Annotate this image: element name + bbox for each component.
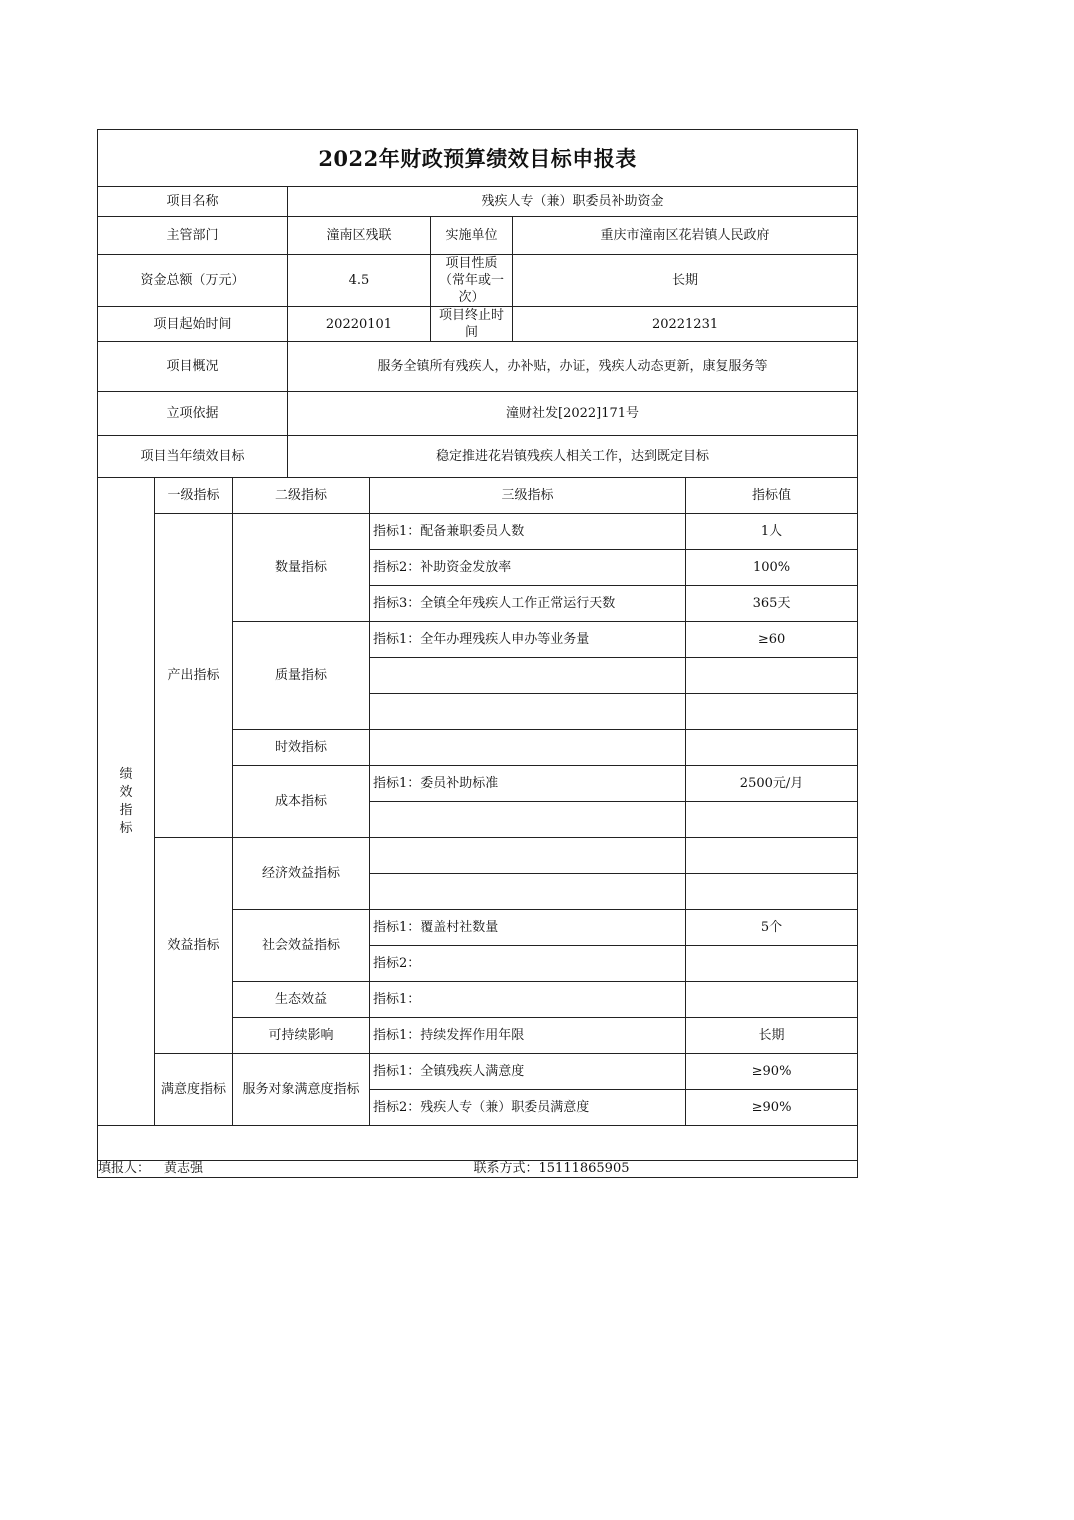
header-level3: 三级指标 xyxy=(370,478,686,514)
service-satisfaction-label: 服务对象满意度指标 xyxy=(233,1054,370,1126)
header-value: 指标值 xyxy=(686,478,858,514)
empty-cell xyxy=(686,874,858,910)
empty-cell xyxy=(370,730,686,766)
nature-value: 长期 xyxy=(513,255,858,307)
empty-cell xyxy=(370,658,686,694)
basis-label: 立项依据 xyxy=(98,392,288,436)
header-level1: 一级指标 xyxy=(155,478,233,514)
contact-label: 联系方式： xyxy=(473,1161,539,1176)
quantity-indicator-label: 数量指标 xyxy=(233,514,370,622)
filler-label: 填报人： xyxy=(98,1161,151,1176)
ecology-indicator-label: 生态效益 xyxy=(233,982,370,1018)
filler-cell xyxy=(98,1161,370,1178)
start-value: 20220101 xyxy=(288,307,431,342)
indicator-name: 指标1：全年办理残疾人申办等业务量 xyxy=(370,622,686,658)
indicator-value: 长期 xyxy=(686,1018,858,1054)
project-name-label: 项目名称 xyxy=(98,187,288,217)
indicator-value: 2500元/月 xyxy=(686,766,858,802)
cost-indicator-label: 成本指标 xyxy=(233,766,370,838)
side-char: 绩 xyxy=(119,766,133,782)
overview-value: 服务全镇所有残疾人，办补贴，办证，残疾人动态更新，康复服务等 xyxy=(288,342,858,392)
fund-value: 4.5 xyxy=(288,255,431,307)
basis-value: 潼财社发[2022]171号 xyxy=(288,392,858,436)
dept-label: 主管部门 xyxy=(98,217,288,255)
end-value: 20221231 xyxy=(513,307,858,342)
empty-cell xyxy=(686,802,858,838)
impl-value: 重庆市潼南区花岩镇人民政府 xyxy=(513,217,858,255)
empty-cell xyxy=(686,694,858,730)
sustain-indicator-label: 可持续影响 xyxy=(233,1018,370,1054)
indicator-name: 指标2： xyxy=(370,946,686,982)
form-title: 2022年财政预算绩效目标申报表 xyxy=(98,130,858,187)
project-name-value: 残疾人专（兼）职委员补助资金 xyxy=(288,187,858,217)
empty-cell xyxy=(370,802,686,838)
indicator-name: 指标1：覆盖村社数量 xyxy=(370,910,686,946)
satisfaction-indicator-label: 满意度指标 xyxy=(155,1054,233,1126)
indicator-value: ≥60 xyxy=(686,622,858,658)
side-char: 指 xyxy=(119,802,133,818)
benefit-indicator-label: 效益指标 xyxy=(155,838,233,1054)
indicator-name: 指标2：残疾人专（兼）职委员满意度 xyxy=(370,1090,686,1126)
contact-value: 15111865905 xyxy=(538,1161,630,1176)
indicator-name: 指标1：委员补助标准 xyxy=(370,766,686,802)
indicator-name: 指标3：全镇全年残疾人工作正常运行天数 xyxy=(370,586,686,622)
indicator-value: 1人 xyxy=(686,514,858,550)
indicator-name: 指标2：补助资金发放率 xyxy=(370,550,686,586)
empty-cell xyxy=(686,838,858,874)
contact-cell xyxy=(370,1161,858,1178)
indicator-value: 100% xyxy=(686,550,858,586)
indicator-value: ≥90% xyxy=(686,1054,858,1090)
side-char: 效 xyxy=(119,784,133,800)
blank-row xyxy=(98,1126,858,1161)
empty-cell xyxy=(686,658,858,694)
indicator-value: ≥90% xyxy=(686,1090,858,1126)
performance-target-table xyxy=(97,129,858,1178)
timeliness-indicator-label: 时效指标 xyxy=(233,730,370,766)
end-label: 项目终止时间 xyxy=(431,307,513,342)
indicator-name: 指标1：持续发挥作用年限 xyxy=(370,1018,686,1054)
dept-value: 潼南区残联 xyxy=(288,217,431,255)
indicator-name: 指标1： xyxy=(370,982,686,1018)
empty-cell xyxy=(370,874,686,910)
empty-cell xyxy=(686,946,858,982)
empty-cell xyxy=(370,694,686,730)
perf-side-label xyxy=(98,478,155,1126)
goal-label: 项目当年绩效目标 xyxy=(98,436,288,478)
overview-label: 项目概况 xyxy=(98,342,288,392)
indicator-name: 指标1：配备兼职委员人数 xyxy=(370,514,686,550)
header-level2: 二级指标 xyxy=(233,478,370,514)
indicator-value: 365天 xyxy=(686,586,858,622)
filler-name: 黄志强 xyxy=(164,1161,204,1176)
social-indicator-label: 社会效益指标 xyxy=(233,910,370,982)
indicator-value: 5个 xyxy=(686,910,858,946)
output-indicator-label: 产出指标 xyxy=(155,514,233,838)
empty-cell xyxy=(370,838,686,874)
impl-label: 实施单位 xyxy=(431,217,513,255)
empty-cell xyxy=(686,982,858,1018)
side-char: 标 xyxy=(119,820,133,836)
goal-value: 稳定推进花岩镇残疾人相关工作，达到既定目标 xyxy=(288,436,858,478)
empty-cell xyxy=(686,730,858,766)
indicator-name: 指标1：全镇残疾人满意度 xyxy=(370,1054,686,1090)
economic-indicator-label: 经济效益指标 xyxy=(233,838,370,910)
start-label: 项目起始时间 xyxy=(98,307,288,342)
fund-label: 资金总额（万元） xyxy=(98,255,288,307)
nature-label: 项目性质（常年或一次） xyxy=(431,255,513,307)
quality-indicator-label: 质量指标 xyxy=(233,622,370,730)
